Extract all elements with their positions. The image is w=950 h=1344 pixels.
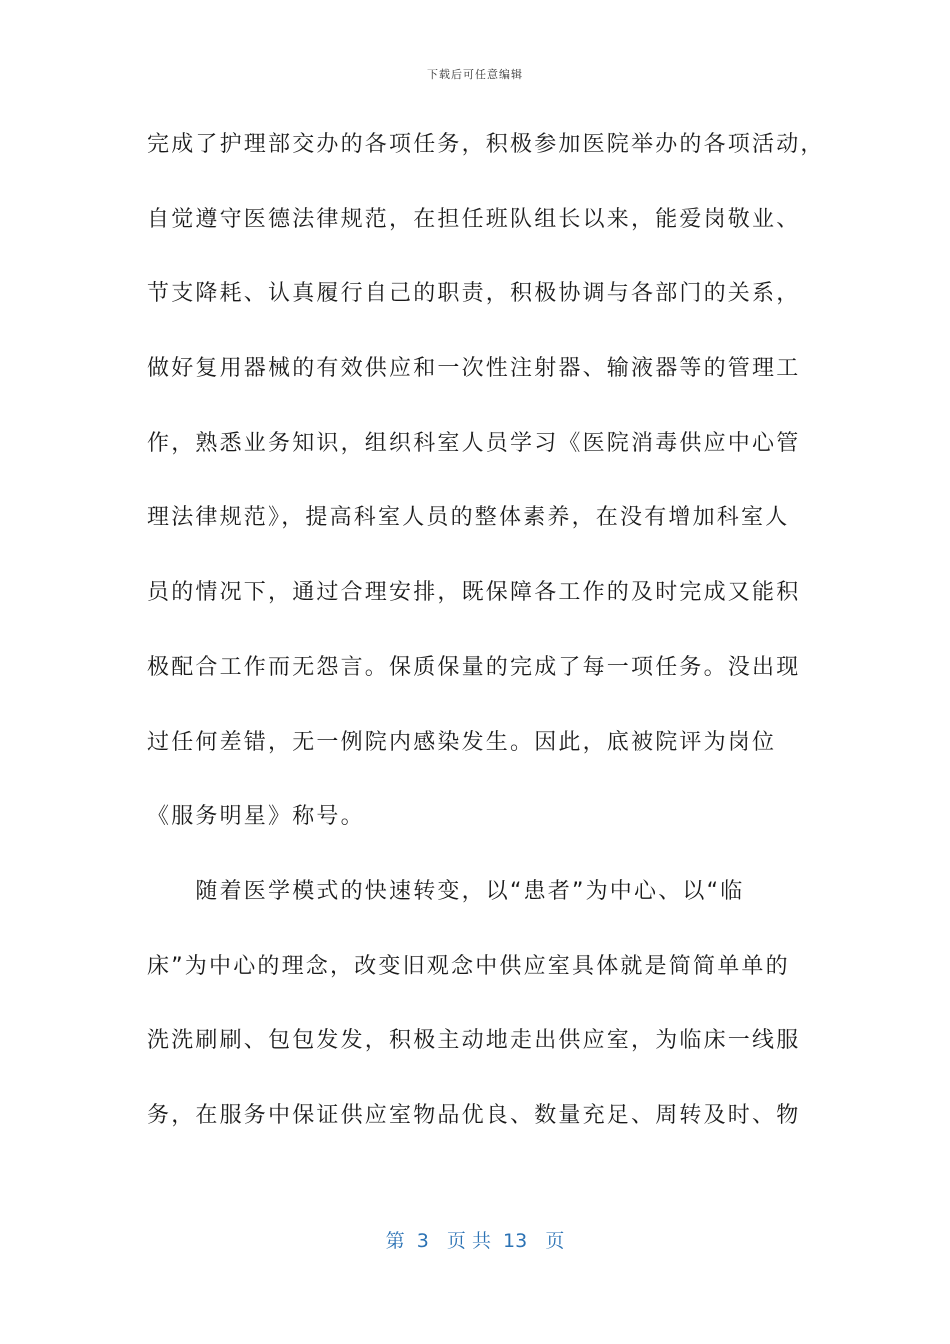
body-line: 作，熟悉业务知识，组织科室人员学习《医院消毒供应中心管 — [147, 430, 801, 456]
header-note: 下载后可任意编辑 — [427, 68, 523, 81]
body-line: 务，在服务中保证供应室物品优良、数量充足、周转及时、物 — [147, 1102, 801, 1128]
body-line: 洗洗刷刷、包包发发，积极主动地走出供应室，为临床一线服 — [147, 1028, 801, 1054]
body-line: 《服务明星》称号。 — [147, 804, 365, 830]
body-line: 随着医学模式的快速转变，以“患者”为中心、以“临 — [147, 878, 745, 904]
body-line: 理法律规范》，提高科室人员的整体素养，在没有增加科室人 — [147, 505, 790, 531]
body-line: 做好复用器械的有效供应和一次性注射器、输液器等的管理工 — [147, 356, 801, 382]
body-line: 自觉遵守医德法律规范，在担任班队组长以来，能爱岗敬业、 — [147, 206, 801, 232]
body-line: 极配合工作而无怨言。保质保量的完成了每一项任务。没出现 — [147, 654, 801, 680]
document-body — [147, 120, 825, 1166]
body-line: 过任何差错，无一例院内感染发生。因此，底被院评为岗位 — [147, 729, 777, 755]
body-line: 床”为中心的理念，改变旧观念中供应室具体就是简简单单的 — [147, 953, 790, 979]
body-line: 节支降耗、认真履行自己的职责，积极协调与各部门的关系， — [147, 281, 801, 307]
body-line: 完成了护理部交办的各项任务，积极参加医院举办的各项活动， — [147, 132, 825, 157]
page-number: 第 3 页 共 13 页 — [385, 1230, 565, 1252]
body-line: 员的情况下，通过合理安排，既保障各工作的及时完成又能积 — [147, 580, 801, 606]
